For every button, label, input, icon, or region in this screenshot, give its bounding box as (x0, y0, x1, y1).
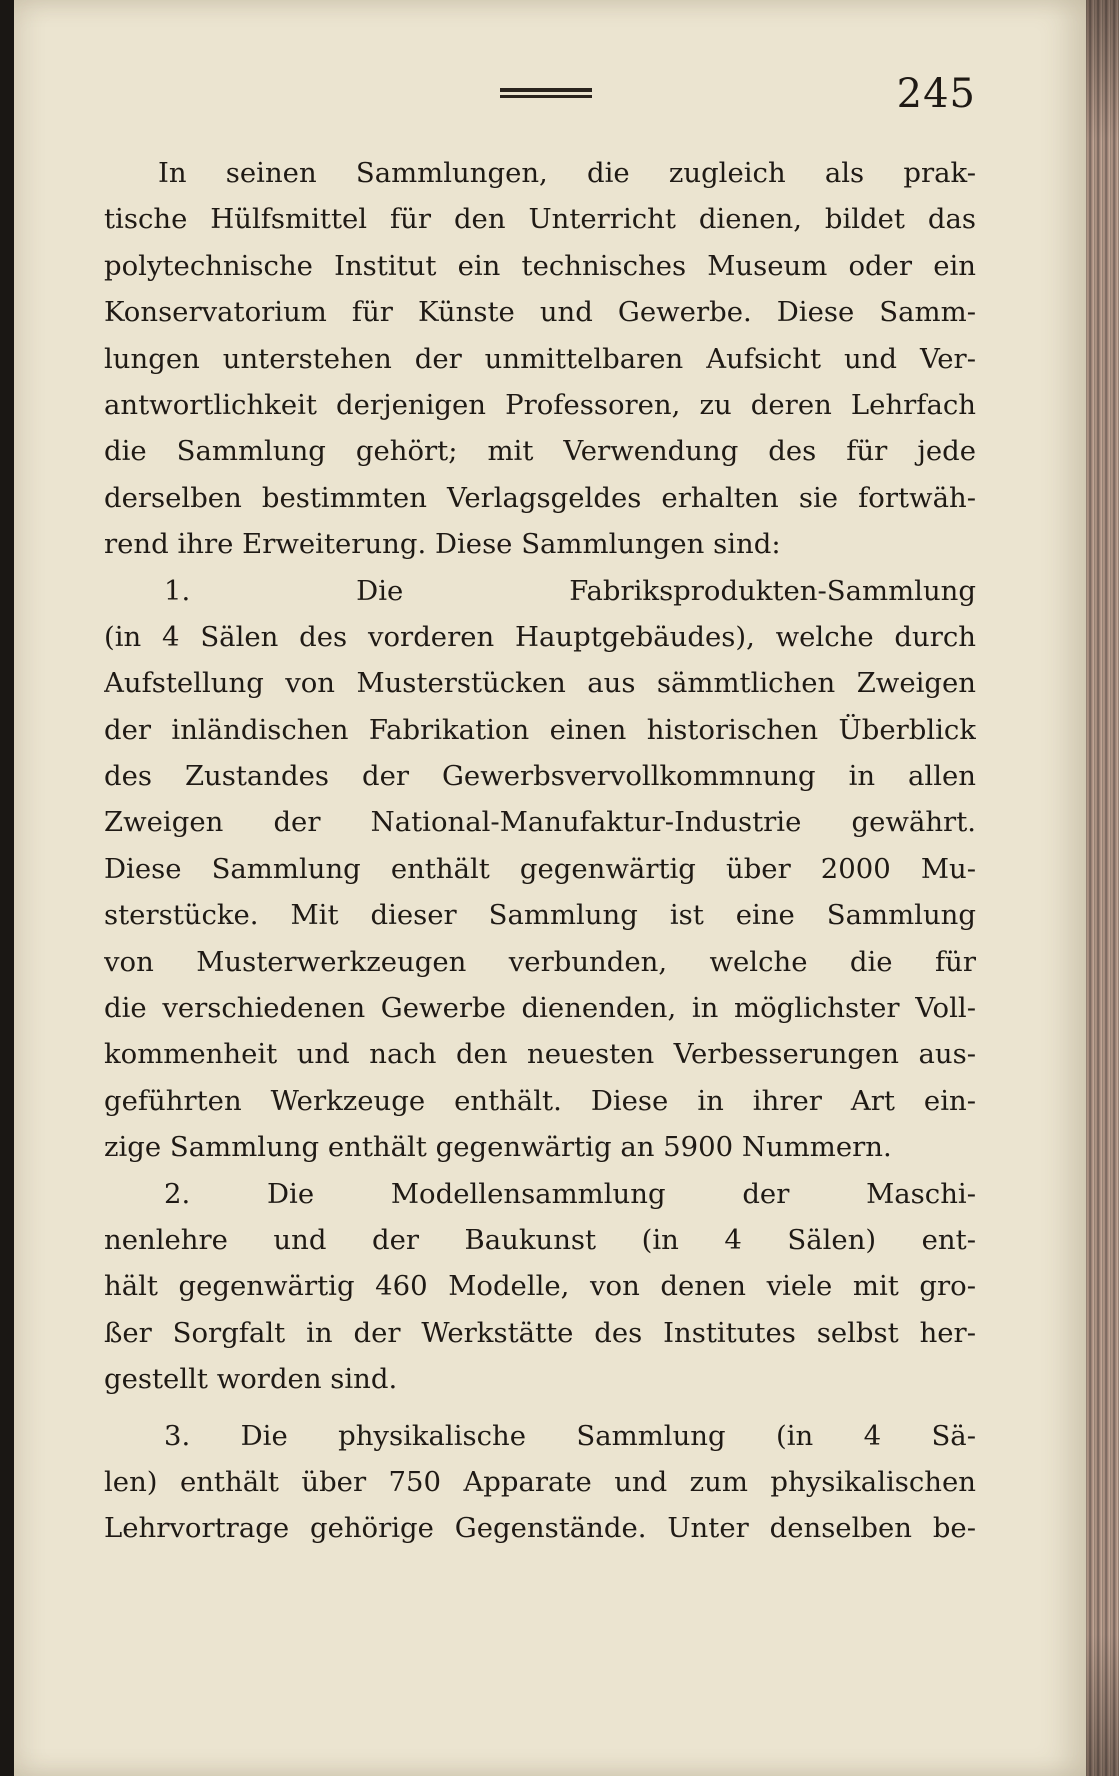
text-line: 2. Die Modellensammlung der Maschi- (164, 1177, 976, 1210)
text-line: len) enthält über 750 Apparate und zum physikalischen (104, 1465, 976, 1498)
text-line: sterstücke. Mit dieser Sammlung ist eine Sammlung (104, 899, 976, 932)
text-line: die verschiedenen Gewerbe dienenden, in möglichster Voll- (104, 992, 976, 1025)
page-number: 245 (896, 71, 976, 117)
text-line: antwortlichkeit derjenigen Professoren, zu deren Lehrfach (104, 388, 976, 421)
text-line: In seinen Sammlungen, die zugleich als prak- (158, 157, 976, 189)
text-line: Aufstellung von Musterstücken aus sämmtlichen Zweigen (104, 667, 976, 700)
text-line: geführten Werkzeuge enthält. Diese in ihrer Art ein- (104, 1084, 976, 1117)
book-page-edges (1086, 0, 1119, 1776)
text-line: des Zustandes der Gewerbsvervollkommnung in allen (104, 760, 976, 793)
text-line: Lehrvortrage gehörige Gegenstände. Unter denselben be- (104, 1512, 976, 1545)
text-line: 3. Die physikalische Sammlung (in 4 Sä- (164, 1419, 976, 1452)
page-paper (14, 0, 1086, 1776)
text-line: die Sammlung gehört; mit Verwendung des für jede (104, 435, 976, 468)
text-line: derselben bestimmten Verlagsgeldes erhalten sie fortwäh- (104, 481, 976, 514)
text-line: Konservatorium für Künste und Gewerbe. Diese Samm- (104, 296, 976, 329)
text-line: von Musterwerkzeugen verbunden, welche die für (104, 945, 976, 978)
text-line: rend ihre Erweiterung. Diese Sammlungen sind: (104, 528, 781, 561)
text-line: gestellt worden sind. (104, 1363, 398, 1396)
text-line: lungen unterstehen der unmittelbaren Aufsicht und Ver- (104, 342, 976, 375)
text-line: polytechnische Institut ein technisches Museum oder ein (104, 249, 976, 282)
text-line: zige Sammlung enthält gegenwärtig an 5900 Nummern. (104, 1131, 892, 1164)
text-line: tische Hülfsmittel für den Unterricht dienen, bildet das (104, 203, 976, 236)
body-text (104, 150, 976, 1552)
text-line: nenlehre und der Baukunst (in 4 Sälen) ent- (104, 1223, 976, 1256)
page-header (104, 72, 976, 132)
text-line: 1. Die Fabriksprodukten-Sammlung (164, 574, 976, 607)
text-line: hält gegenwärtig 460 Modelle, von denen viele mit gro- (104, 1270, 976, 1303)
text-line: ßer Sorgfalt in der Werkstätte des Institutes selbst her- (104, 1316, 976, 1349)
text-line: Diese Sammlung enthält gegenwärtig über 2000 Mu- (104, 852, 976, 885)
header-rule-ornament (500, 88, 592, 98)
paragraph-gap (104, 1403, 976, 1413)
text-line: der inländischen Fabrikation einen historischen Überblick (104, 713, 976, 746)
text-line: kommenheit und nach den neuesten Verbesserungen aus- (104, 1038, 976, 1071)
text-line: Zweigen der National-Manufaktur-Industrie gewährt. (104, 806, 976, 839)
text-line: (in 4 Sälen des vorderen Hauptgebäudes), welche durch (104, 620, 976, 653)
